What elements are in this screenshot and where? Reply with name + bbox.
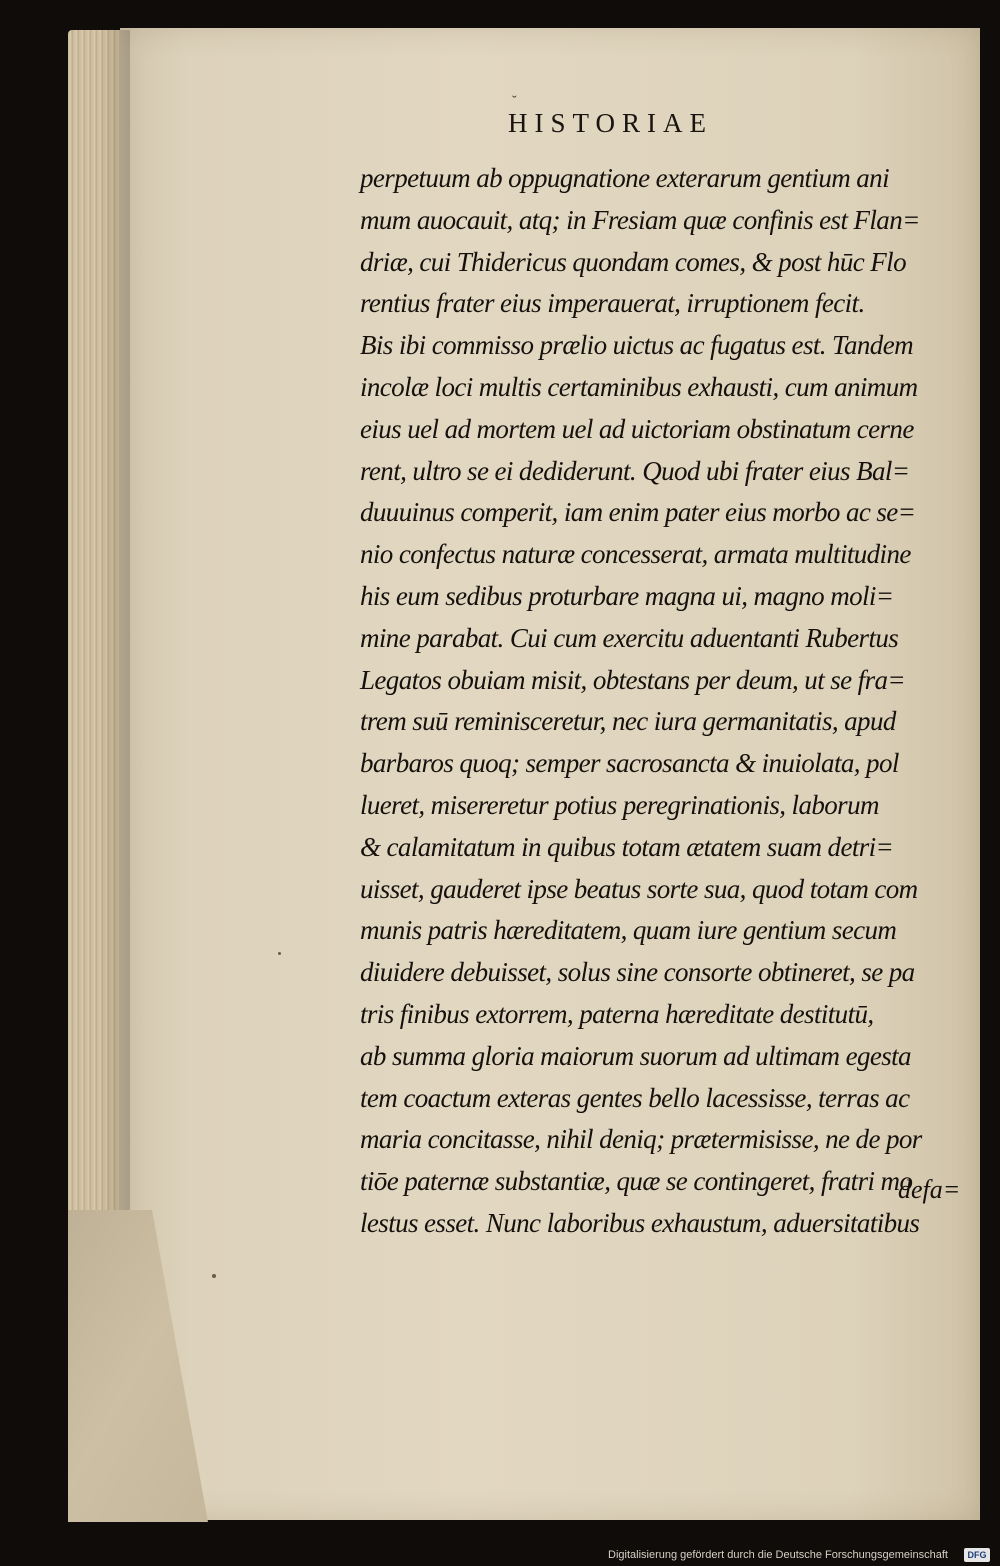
text-line: his eum sedibus proturbare magna ui, magno moli= [360, 580, 894, 611]
text-line: tem coactum exteras gentes bello lacessisse, terras ac [360, 1082, 910, 1113]
paper-speck [278, 952, 281, 955]
text-line: perpetuum ab oppugnatione exterarum gentium ani [360, 163, 889, 193]
text-line: trem suū reminisceretur, nec iura germanitatis, apud [360, 706, 896, 737]
text-line: lestus esset. Nunc laboribus exhaustum, aduersitatibus [360, 1207, 920, 1238]
text-block [360, 158, 980, 1245]
text-line: & calamitatum in quibus totam ætatem suam detri= [360, 831, 894, 862]
text-line: tris finibus extorrem, paterna hæreditate destitutū, [360, 998, 874, 1029]
text-line: mine parabat. Cui cum exercitu aduentanti Rubertus [360, 622, 899, 653]
text-line: uisset, gauderet ipse beatus sorte sua, quod totam com [360, 873, 918, 904]
text-line: tiōe paternæ substantiæ, quæ se contingeret, fratri mo [360, 1166, 913, 1197]
text-line: maria concitasse, nihil deniq; prætermisisse, ne de por [360, 1124, 922, 1155]
running-head-mark: ˘ [512, 94, 517, 109]
text-line: rent, ultro se ei dediderunt. Quod ubi frater eius Bal= [360, 455, 910, 486]
text-line: Legatos obuiam misit, obtestans per deum, ut se fra= [360, 664, 906, 695]
text-line: incolæ loci multis certaminibus exhausti, cum animum [360, 371, 918, 402]
text-line: mum auocauit, atq; in Fresiam quæ confinis est Flan= [360, 204, 920, 235]
text-line: diuidere debuisset, solus sine consorte obtineret, se pa [360, 957, 915, 988]
text-line: nio confectus naturæ concesserat, armata multitudine [360, 539, 911, 570]
text-line: eius uel ad mortem uel ad uictoriam obstinatum cerne [360, 413, 914, 444]
text-line: duuuinus comperit, iam enim pater eius morbo ac se= [360, 497, 916, 528]
running-head: HISTORIAE [508, 108, 714, 138]
digitization-credit: Digitalisierung gefördert durch die Deutsche Forschungsgemeinschaft [608, 1549, 948, 1561]
dfg-logo: DFG [964, 1548, 990, 1562]
text-line: driæ, cui Thidericus quondam comes, & post hūc Flo [360, 246, 906, 277]
text-line: Bis ibi commisso prælio uictus ac fugatus est. Tandem [360, 330, 913, 361]
text-line: barbaros quoq; semper sacrosancta & inuiolata, pol [360, 748, 899, 779]
text-line: rentius frater eius imperauerat, irruptionem fecit. [360, 288, 865, 319]
text-line: munis patris hæreditatem, quam iure gentium secum [360, 915, 897, 946]
catchword: defa= [898, 1175, 961, 1204]
text-line: lueret, misereretur potius peregrinationis, laborum [360, 789, 879, 820]
paper-speck [212, 1274, 216, 1278]
text-line: ab summa gloria maiorum suorum ad ultimam egesta [360, 1040, 911, 1071]
